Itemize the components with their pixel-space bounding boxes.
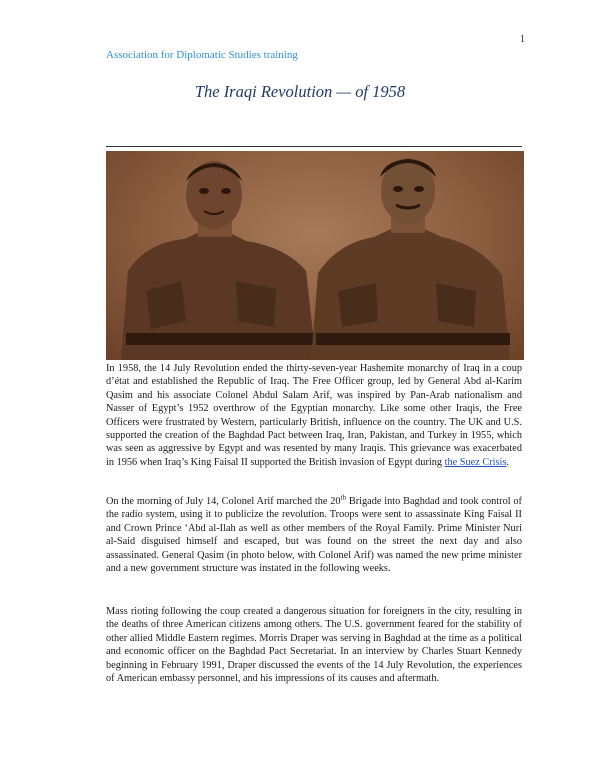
page-title: The Iraqi Revolution — of 1958 bbox=[194, 82, 406, 101]
page-number: 1 bbox=[520, 34, 525, 45]
historical-photo bbox=[106, 151, 524, 360]
left-officer-figure bbox=[121, 161, 316, 360]
header-organization: Association for Diplomatic Studies training bbox=[106, 49, 298, 61]
paragraph-events-text-end: Brigade into Baghdad and took control of the radio system, using it to publicize the revolution. Troops were sent to assassinate King Faisal II and Crown Prince ‘Abd al-Ilah as well as other members of the Royal Family. Prime Minister Nuri al-Said disguised himself and escaped, but was found on the street the next day and also assassinated. General Qasim (in photo below, with Colonel Arif) was named the new prime minister and a new government structure was instated in the following weeks. bbox=[106, 496, 522, 575]
paragraph-intro-end: . bbox=[506, 456, 509, 468]
paragraph-aftermath: Mass rioting following the coup created a dangerous situation for foreigners in the city, resulting in the deaths of three American citizens among others. The U.S. government feared for the stability of other allied Middle Eastern regimes. Morris Draper was serving in Baghdad at the time as a political and economic officer on the Baghdad Pact Secretariat. In an interview by Charles Stuart Kennedy beginning in February 1991, Draper discussed the events of the 14 July Revolution, the experiences of American embassy personnel, and his impressions of its causes and aftermath. bbox=[106, 606, 522, 685]
paragraph-events-text-start: On the morning of July 14, Colonel Arif marched the 20 bbox=[106, 496, 341, 507]
paragraph-events bbox=[106, 495, 522, 575]
right-officer-figure bbox=[311, 158, 510, 360]
title-divider bbox=[106, 146, 522, 147]
suez-crisis-link[interactable]: the Suez Crisis bbox=[444, 456, 507, 468]
paragraph-intro-text: In 1958, the 14 July Revolution ended the thirty-seven-year Hashemite monarchy of Iraq in a coup d’état and established the Republic of Iraq. The Free Officer group, led by General Abd al-Karim Qasim and his associate Colonel Abdul Salam Arif, was inspired by Pan-Arab nationalism and Nasser of Egypt’s 1952 overthrow of the Egyptian monarchy. Like some other Iraqis, the Free Officers were frustrated by Western, particularly British, influence on the country. The UK and U.S. supported the creation of the Baghdad Pact between Iraq, Iran, Pakistan, and Turkey in 1955, which was seen as aggressive by Egypt and was resented by many Iraqis. This grievance was exacerbated in 1956 when Iraq’s King Faisal II supported the British invasion of Egypt during bbox=[106, 363, 522, 468]
paragraph-intro bbox=[106, 362, 522, 469]
photo-illustration bbox=[106, 151, 524, 360]
ordinal-superscript: th bbox=[340, 493, 346, 502]
